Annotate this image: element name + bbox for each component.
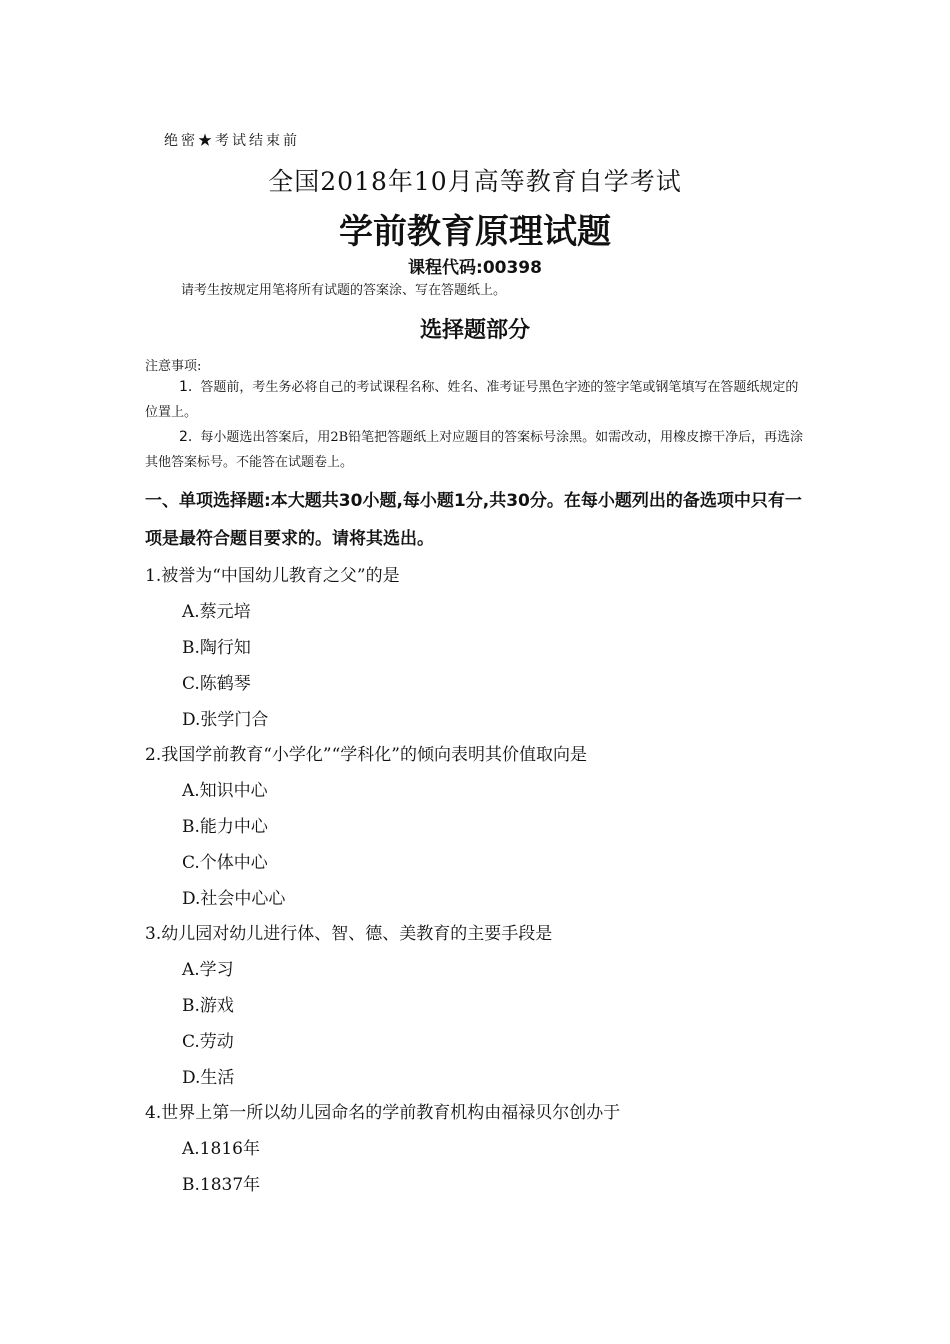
notice-item <box>145 425 805 475</box>
subject-title: 学前教育原理试题 <box>339 212 611 252</box>
exam-title: 全国2018年10月高等教育自学考试 <box>268 167 682 196</box>
notice-item <box>145 375 805 425</box>
answer-option: B.游戏 <box>182 996 234 1016</box>
answer-option: C.个体中心 <box>182 853 268 873</box>
answer-option: D.社会中心心 <box>182 889 286 909</box>
answer-option: D.张学门合 <box>182 710 269 730</box>
answer-option: C.陈鹤琴 <box>182 674 251 694</box>
confidential-label: 绝密★考试结束前 <box>164 133 300 149</box>
section-heading: 一、单项选择题:本大题共30小题,每小题1分,共30分。在每小题列出的备选项中只有一项是最符合题目要求的。请将其选出。 <box>145 491 802 549</box>
answer-option: D.生活 <box>182 1068 235 1088</box>
notice-number: 2. <box>179 429 193 445</box>
notice-heading: 注意事项: <box>145 359 202 374</box>
answer-option: A.知识中心 <box>182 781 268 801</box>
answer-option: B.能力中心 <box>182 817 268 837</box>
question-stem: 4.世界上第一所以幼儿园命名的学前教育机构由福禄贝尔创办于 <box>145 1103 621 1123</box>
notice-number: 1. <box>179 379 193 395</box>
answer-option: A.1816年 <box>182 1139 260 1159</box>
notice-text: 每小题选出答案后，用2B铅笔把答题纸上对应题目的答案标号涂黑。如需改动，用橡皮擦干净后，再选涂其他答案标号。不能答在试题卷上。 <box>145 430 804 470</box>
course-code: 课程代码:00398 <box>408 258 542 278</box>
question-stem: 3.幼儿园对幼儿进行体、智、德、美教育的主要手段是 <box>145 924 553 944</box>
answer-option: A.蔡元培 <box>182 602 251 622</box>
question-stem: 1.被誉为“中国幼儿教育之父”的是 <box>145 566 400 586</box>
answer-option: B.1837年 <box>182 1175 261 1195</box>
part-title: 选择题部分 <box>419 318 530 343</box>
answer-option: C.劳动 <box>182 1032 234 1052</box>
answer-instruction: 请考生按规定用笔将所有试题的答案涂、写在答题纸上。 <box>181 283 507 298</box>
notice-text: 答题前，考生务必将自己的考试课程名称、姓名、准考证号黑色字迹的签字笔或钢笔填写在答题纸规定的位置上。 <box>145 380 799 420</box>
answer-option: A.学习 <box>182 960 234 980</box>
question-stem: 2.我国学前教育“小学化”“学科化”的倾向表明其价值取向是 <box>145 745 587 765</box>
answer-option: B.陶行知 <box>182 638 251 658</box>
